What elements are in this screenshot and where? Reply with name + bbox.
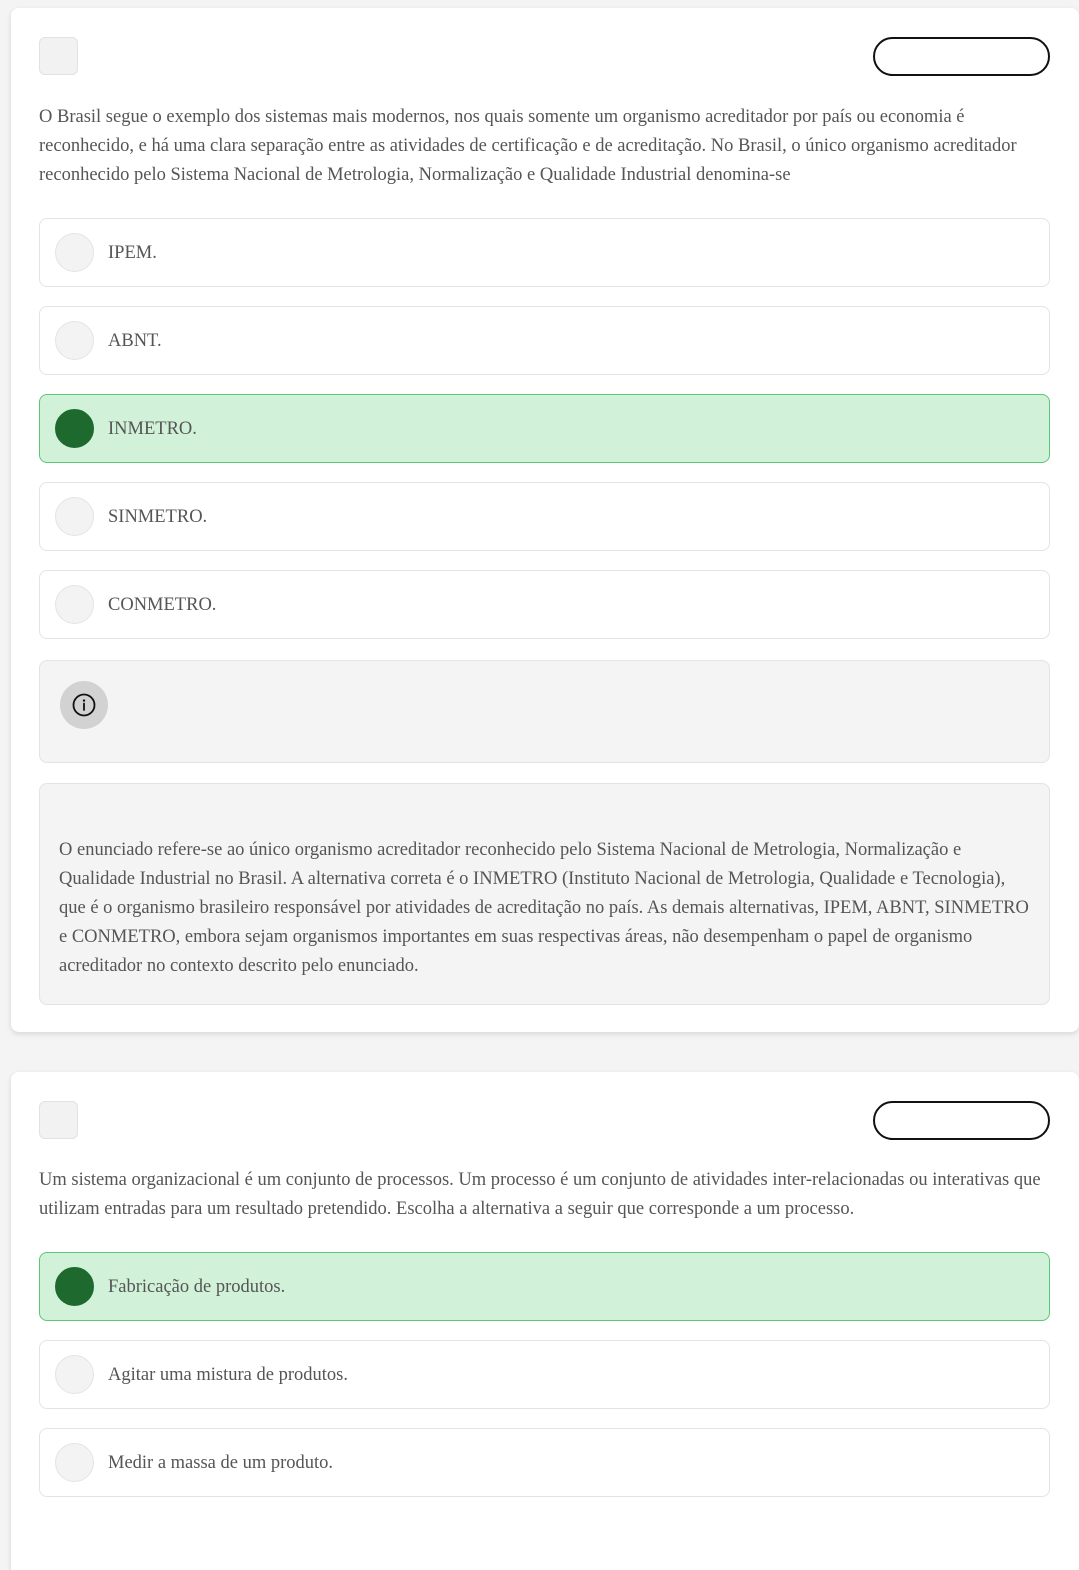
explanation-text: O enunciado refere-se ao único organismo acreditador reconhecido pelo Sistema Nacional de Metrologia, Normalização e Qualidade Industrial no Brasil. A alternativa correta é o INMETRO (Instituto Nacional de Metrologia, Qualidade e Tecnologia), que é o organismo brasileiro responsável por atividades de acreditação no país. As demais alternativas, IPEM, ABNT, SINMETRO e CONMETRO, embora sejam organismos importantes em suas respectivas áreas, não desempenham o papel de organismo acreditador no contexto descrito pelo enunciado.	[59, 840, 1029, 976]
info-icon	[71, 692, 97, 718]
radio-button-selected[interactable]	[55, 1267, 94, 1306]
question-checkbox[interactable]	[39, 37, 78, 75]
radio-button[interactable]	[55, 585, 94, 624]
option-medir[interactable]	[39, 1428, 1050, 1497]
radio-button[interactable]	[55, 1443, 94, 1482]
options-list	[39, 1252, 1050, 1516]
option-label: SINMETRO.	[108, 507, 208, 527]
option-sinmetro[interactable]	[39, 482, 1050, 551]
radio-button[interactable]	[55, 1355, 94, 1394]
option-label: Fabricação de produtos.	[108, 1277, 286, 1297]
option-label: ABNT.	[108, 331, 162, 351]
option-inmetro[interactable]	[39, 394, 1050, 463]
option-conmetro[interactable]	[39, 570, 1050, 639]
question-text: Um sistema organizacional é um conjunto de processos. Um processo é um conjunto de atividades inter-relacionadas ou interativas que utilizam entradas para um resultado pretendido. Escolha a alternativa a seguir que corresponde a um processo.	[39, 1170, 1041, 1219]
info-button[interactable]	[60, 681, 108, 729]
option-label: Medir a massa de um produto.	[108, 1453, 334, 1473]
explanation-box	[39, 783, 1050, 1005]
radio-button[interactable]	[55, 497, 94, 536]
question-card-1	[11, 8, 1079, 1032]
radio-button[interactable]	[55, 233, 94, 272]
option-fabricacao[interactable]	[39, 1252, 1050, 1321]
option-agitar[interactable]	[39, 1340, 1050, 1409]
option-label: Agitar uma mistura de produtos.	[108, 1365, 348, 1385]
question-checkbox[interactable]	[39, 1101, 78, 1139]
options-list	[39, 218, 1050, 658]
radio-button-selected[interactable]	[55, 409, 94, 448]
option-label: IPEM.	[108, 243, 157, 263]
question-card-2	[11, 1072, 1079, 1570]
option-label: CONMETRO.	[108, 595, 217, 615]
feedback-info-box	[39, 660, 1050, 763]
option-label: INMETRO.	[108, 419, 197, 439]
question-status-pill[interactable]	[873, 37, 1050, 76]
option-ipem[interactable]	[39, 218, 1050, 287]
question-status-pill[interactable]	[873, 1101, 1050, 1140]
radio-button[interactable]	[55, 321, 94, 360]
option-abnt[interactable]	[39, 306, 1050, 375]
question-text: O Brasil segue o exemplo dos sistemas mais modernos, nos quais somente um organismo acreditador por país ou economia é reconhecido, e há uma clara separação entre as atividades de certificação e de acreditação. No Brasil, o único organismo acreditador reconhecido pelo Sistema Nacional de Metrologia, Normalização e Qualidade Industrial denomina-se	[39, 107, 1017, 185]
